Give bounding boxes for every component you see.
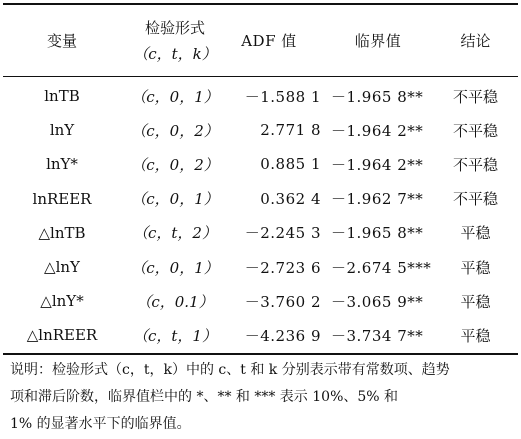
cell-critical-value: －1.964 2** (331, 155, 424, 174)
cell-critical-value: －1.965 8** (331, 87, 424, 106)
cell-adf-value: 2.771 8 (260, 121, 321, 140)
cell-test-form: （c，0，1） (131, 258, 219, 277)
table-row (3, 284, 518, 318)
cell-conclusion: 不平稳 (452, 87, 498, 106)
table-row (3, 216, 518, 250)
cell-variable: lnY* (46, 155, 78, 174)
header-test-form-label: 检验形式 (144, 18, 205, 37)
cell-critical-value: －1.962 7** (331, 190, 424, 209)
cell-test-form: （c，0，1） (131, 190, 219, 209)
cell-adf-value: 0.885 1 (260, 155, 321, 174)
cell-variable: lnTB (44, 87, 80, 105)
cell-variable: △lnY* (40, 292, 84, 311)
cell-test-form: （c，0，2） (131, 121, 219, 140)
cell-adf-value: －2.723 6 (244, 258, 321, 277)
cell-variable: lnREER (32, 189, 92, 208)
note-line-2: 项和滞后阶数，临界值栏中的 *、** 和 *** 表示 10%、5% 和 (10, 389, 399, 405)
cell-variable: lnY (49, 121, 75, 140)
cell-test-form: （c，t，2） (133, 224, 217, 243)
cell-conclusion: 不平稳 (452, 121, 498, 140)
table-row (3, 147, 518, 181)
table-note (10, 357, 516, 438)
cell-variable: △lnREER (26, 326, 98, 345)
table-header-rule (3, 76, 518, 77)
table-row (3, 318, 518, 352)
cell-variable: △lnY (44, 258, 80, 276)
cell-critical-value: －1.964 2** (331, 121, 424, 140)
cell-test-form: （c，0，2） (131, 155, 219, 174)
header-adf: ADF 值 (241, 32, 297, 50)
cell-critical-value: －3.734 7** (331, 326, 424, 345)
table-bottom-rule (3, 353, 518, 355)
cell-conclusion: 不平稳 (452, 155, 498, 174)
cell-conclusion: 平稳 (460, 258, 491, 277)
note-line-3: 1% 的显著水平下的临界值。 (10, 416, 191, 432)
cell-critical-value: －3.065 9** (331, 292, 424, 311)
cell-adf-value: －3.760 2 (244, 292, 321, 311)
header-conclusion: 结论 (460, 32, 491, 50)
cell-conclusion: 不平稳 (452, 190, 498, 209)
header-test-form-params: （c，t，k） (133, 44, 217, 63)
cell-critical-value: －1.965 8** (331, 224, 424, 243)
cell-test-form: （c，t，1） (133, 326, 217, 345)
table-row (3, 250, 518, 284)
note-line-1: 说明：检验形式（c，t，k）中的 c、t 和 k 分别表示带有常数项、趋势 (10, 362, 450, 378)
cell-test-form: （c，0.1） (136, 292, 214, 311)
cell-adf-value: －4.236 9 (244, 326, 321, 345)
table-header (3, 5, 518, 76)
header-variable: 变量 (46, 32, 77, 50)
header-critical: 临界值 (354, 32, 402, 50)
cell-test-form: （c，0，1） (131, 87, 219, 106)
cell-conclusion: 平稳 (460, 224, 491, 243)
cell-adf-value: －1.588 1 (244, 87, 321, 106)
cell-conclusion: 平稳 (460, 326, 491, 345)
table-row (3, 113, 518, 147)
cell-adf-value: 0.362 4 (260, 189, 321, 208)
cell-variable: △lnTB (38, 223, 86, 242)
cell-adf-value: －2.245 3 (244, 224, 321, 243)
cell-critical-value: －2.674 5*** (331, 258, 432, 277)
table-row (3, 79, 518, 113)
cell-conclusion: 平稳 (460, 292, 491, 311)
table-row (3, 182, 518, 216)
